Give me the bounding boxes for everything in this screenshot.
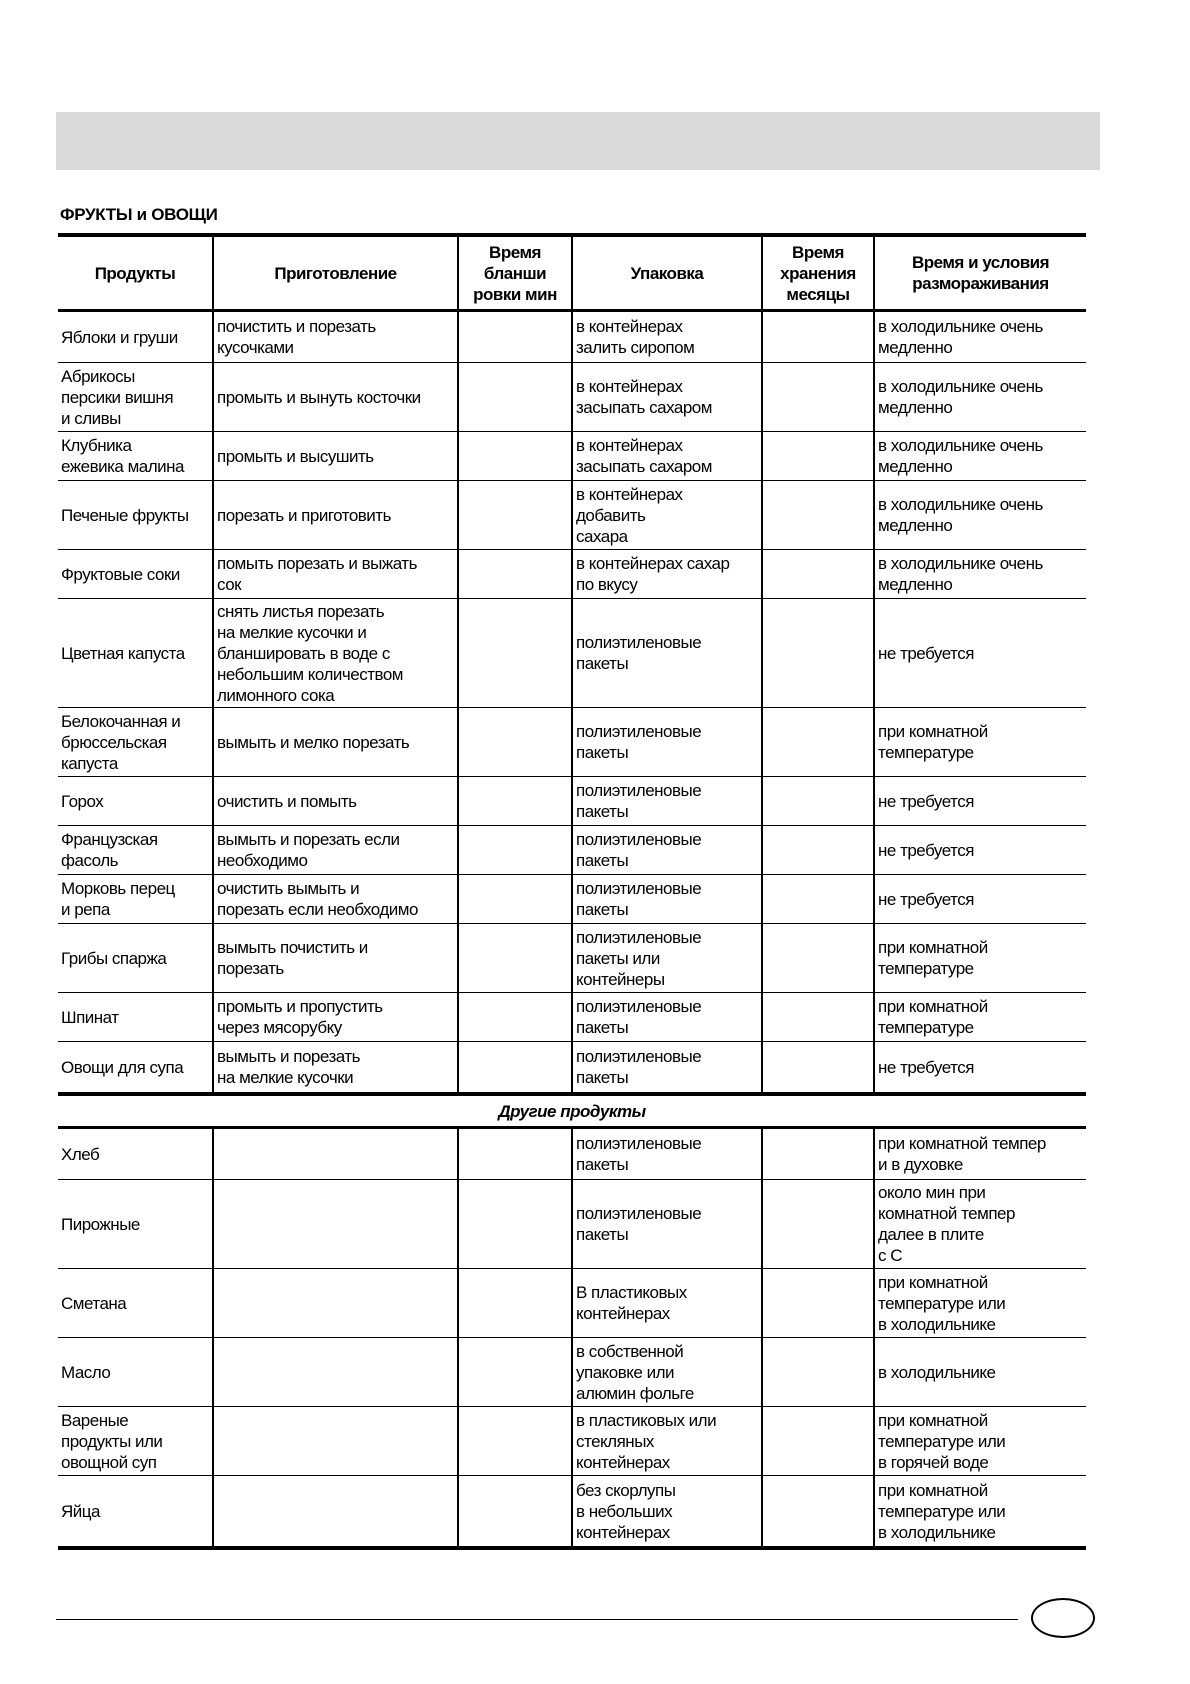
blanch-time-cell — [458, 1128, 572, 1180]
thaw-cell: не требуется — [874, 599, 1086, 708]
product-cell: Яйца — [58, 1476, 213, 1549]
blanch-time-cell — [458, 1042, 572, 1095]
preparation-cell — [213, 1180, 458, 1269]
preparation-cell — [213, 1407, 458, 1476]
storage-time-cell — [762, 1128, 874, 1180]
blanch-time-cell — [458, 1269, 572, 1338]
packaging-cell: полиэтиленовые пакеты — [572, 875, 762, 924]
product-cell: Грибы спаржа — [58, 924, 213, 993]
preparation-cell: вымыть и порезать на мелкие кусочки — [213, 1042, 458, 1095]
packaging-cell: полиэтиленовые пакеты или контейнеры — [572, 924, 762, 993]
packaging-cell: полиэтиленовые пакеты — [572, 1180, 762, 1269]
thaw-cell: в холодильнике очень медленно — [874, 481, 1086, 550]
storage-time-cell — [762, 432, 874, 481]
storage-time-cell — [762, 777, 874, 826]
preparation-cell: промыть и пропустить через мясорубку — [213, 993, 458, 1042]
storage-time-cell — [762, 826, 874, 875]
blanch-time-cell — [458, 363, 572, 432]
blanch-time-cell — [458, 708, 572, 777]
packaging-cell: полиэтиленовые пакеты — [572, 1128, 762, 1180]
product-cell: Сметана — [58, 1269, 213, 1338]
preparation-cell: промыть и высушить — [213, 432, 458, 481]
preparation-cell: снять листья порезать на мелкие кусочки и бланшировать в воде с небольшим количеством лимонного сока — [213, 599, 458, 708]
preparation-cell — [213, 1128, 458, 1180]
thaw-cell: не требуется — [874, 875, 1086, 924]
table-row — [58, 708, 1086, 777]
page-number-oval — [1031, 1598, 1095, 1638]
table-row — [58, 311, 1086, 363]
blanch-time-cell — [458, 550, 572, 599]
product-cell: Вареные продукты или овощной суп — [58, 1407, 213, 1476]
table-row — [58, 481, 1086, 550]
packaging-cell: в контейнерах сахар по вкусу — [572, 550, 762, 599]
packaging-cell: полиэтиленовые пакеты — [572, 1042, 762, 1095]
preparation-cell — [213, 1269, 458, 1338]
table-row — [58, 777, 1086, 826]
thaw-cell: в холодильнике очень медленно — [874, 363, 1086, 432]
table-row — [58, 826, 1086, 875]
col-header-thawing: Время и условия размораживания — [874, 235, 1086, 311]
thaw-cell: в холодильнике очень медленно — [874, 311, 1086, 363]
preparation-cell: промыть и вынуть косточки — [213, 363, 458, 432]
blanch-time-cell — [458, 311, 572, 363]
thaw-cell: при комнатной температуре — [874, 924, 1086, 993]
footer-rule — [56, 1619, 1018, 1620]
product-cell: Овощи для супа — [58, 1042, 213, 1095]
other-products-title: Другие продукты — [58, 1094, 1086, 1128]
product-cell: Яблоки и груши — [58, 311, 213, 363]
storage-time-cell — [762, 311, 874, 363]
thaw-cell: в холодильнике очень медленно — [874, 432, 1086, 481]
thaw-cell: при комнатной температуре или в холодильнике — [874, 1269, 1086, 1338]
preparation-cell — [213, 1338, 458, 1407]
storage-time-cell — [762, 1180, 874, 1269]
product-cell: Белокочанная и брюссельская капуста — [58, 708, 213, 777]
preparation-cell: помыть порезать и выжать сок — [213, 550, 458, 599]
other-products-divider-row — [58, 1094, 1086, 1128]
thaw-cell: не требуется — [874, 1042, 1086, 1095]
table-header-row — [58, 235, 1086, 311]
blanch-time-cell — [458, 432, 572, 481]
preparation-cell: вымыть почистить и порезать — [213, 924, 458, 993]
storage-time-cell — [762, 1407, 874, 1476]
table-row — [58, 924, 1086, 993]
blanch-time-cell — [458, 599, 572, 708]
thaw-cell: в холодильнике очень медленно — [874, 550, 1086, 599]
product-cell: Горох — [58, 777, 213, 826]
product-cell: Печеные фрукты — [58, 481, 213, 550]
freezing-table — [58, 233, 1086, 1550]
packaging-cell: в контейнерах засыпать сахаром — [572, 432, 762, 481]
table-row — [58, 1407, 1086, 1476]
storage-time-cell — [762, 481, 874, 550]
col-header-preparation: Приготовление — [213, 235, 458, 311]
packaging-cell: в контейнерах залить сиропом — [572, 311, 762, 363]
table-row — [58, 1180, 1086, 1269]
table-row — [58, 432, 1086, 481]
table-row — [58, 1476, 1086, 1549]
blanch-time-cell — [458, 875, 572, 924]
preparation-cell: порезать и приготовить — [213, 481, 458, 550]
blanch-time-cell — [458, 993, 572, 1042]
product-cell: Масло — [58, 1338, 213, 1407]
product-cell: Цветная капуста — [58, 599, 213, 708]
packaging-cell: полиэтиленовые пакеты — [572, 993, 762, 1042]
product-cell: Абрикосы персики вишня и сливы — [58, 363, 213, 432]
packaging-cell: полиэтиленовые пакеты — [572, 826, 762, 875]
col-header-packaging: Упаковка — [572, 235, 762, 311]
product-cell: Шпинат — [58, 993, 213, 1042]
blanch-time-cell — [458, 924, 572, 993]
table-row — [58, 1042, 1086, 1095]
storage-time-cell — [762, 550, 874, 599]
thaw-cell: не требуется — [874, 777, 1086, 826]
thaw-cell: при комнатной температуре или в горячей воде — [874, 1407, 1086, 1476]
blanch-time-cell — [458, 826, 572, 875]
thaw-cell: при комнатной темпер и в духовке — [874, 1128, 1086, 1180]
thaw-cell: в холодильнике — [874, 1338, 1086, 1407]
product-cell: Клубника ежевика малина — [58, 432, 213, 481]
thaw-cell: при комнатной температуре или в холодильнике — [874, 1476, 1086, 1549]
product-cell: Хлеб — [58, 1128, 213, 1180]
table-row — [58, 1338, 1086, 1407]
packaging-cell: без скорлупы в небольших контейнерах — [572, 1476, 762, 1549]
preparation-cell: вымыть и порезать если необходимо — [213, 826, 458, 875]
thaw-cell: при комнатной температуре — [874, 708, 1086, 777]
product-cell: Пирожные — [58, 1180, 213, 1269]
table-row — [58, 993, 1086, 1042]
packaging-cell: в контейнерах засыпать сахаром — [572, 363, 762, 432]
product-cell: Фруктовые соки — [58, 550, 213, 599]
storage-time-cell — [762, 599, 874, 708]
storage-time-cell — [762, 1476, 874, 1549]
table-row — [58, 875, 1086, 924]
preparation-cell: вымыть и мелко порезать — [213, 708, 458, 777]
preparation-cell: почистить и порезать кусочками — [213, 311, 458, 363]
blanch-time-cell — [458, 481, 572, 550]
packaging-cell: в собственной упаковке или алюмин фольге — [572, 1338, 762, 1407]
blanch-time-cell — [458, 777, 572, 826]
header-band — [56, 112, 1100, 170]
storage-time-cell — [762, 1042, 874, 1095]
preparation-cell: очистить и помыть — [213, 777, 458, 826]
storage-time-cell — [762, 363, 874, 432]
product-cell: Морковь перец и репа — [58, 875, 213, 924]
preparation-cell — [213, 1476, 458, 1549]
thaw-cell: не требуется — [874, 826, 1086, 875]
storage-time-cell — [762, 993, 874, 1042]
table-row — [58, 550, 1086, 599]
packaging-cell: в пластиковых или стекляных контейнерах — [572, 1407, 762, 1476]
blanch-time-cell — [458, 1338, 572, 1407]
thaw-cell: около мин при комнатной темпер далее в плите с С — [874, 1180, 1086, 1269]
thaw-cell: при комнатной температуре — [874, 993, 1086, 1042]
packaging-cell: полиэтиленовые пакеты — [572, 708, 762, 777]
col-header-blanch-time: Время бланши ровки мин — [458, 235, 572, 311]
table-row — [58, 363, 1086, 432]
packaging-cell: полиэтиленовые пакеты — [572, 777, 762, 826]
packaging-cell: полиэтиленовые пакеты — [572, 599, 762, 708]
storage-time-cell — [762, 875, 874, 924]
col-header-storage-time: Время хранения месяцы — [762, 235, 874, 311]
table-row — [58, 1128, 1086, 1180]
packaging-cell: В пластиковых контейнерах — [572, 1269, 762, 1338]
storage-time-cell — [762, 924, 874, 993]
fruits-vegetables-body — [58, 311, 1086, 1095]
storage-time-cell — [762, 1338, 874, 1407]
other-products-body — [58, 1128, 1086, 1549]
table-row — [58, 599, 1086, 708]
storage-time-cell — [762, 708, 874, 777]
storage-time-cell — [762, 1269, 874, 1338]
blanch-time-cell — [458, 1407, 572, 1476]
col-header-product: Продукты — [58, 235, 213, 311]
product-cell: Французская фасоль — [58, 826, 213, 875]
blanch-time-cell — [458, 1180, 572, 1269]
section-title: ФРУКТЫ и ОВОЩИ — [60, 205, 218, 224]
blanch-time-cell — [458, 1476, 572, 1549]
table-row — [58, 1269, 1086, 1338]
packaging-cell: в контейнерах добавить сахара — [572, 481, 762, 550]
preparation-cell: очистить вымыть и порезать если необходимо — [213, 875, 458, 924]
